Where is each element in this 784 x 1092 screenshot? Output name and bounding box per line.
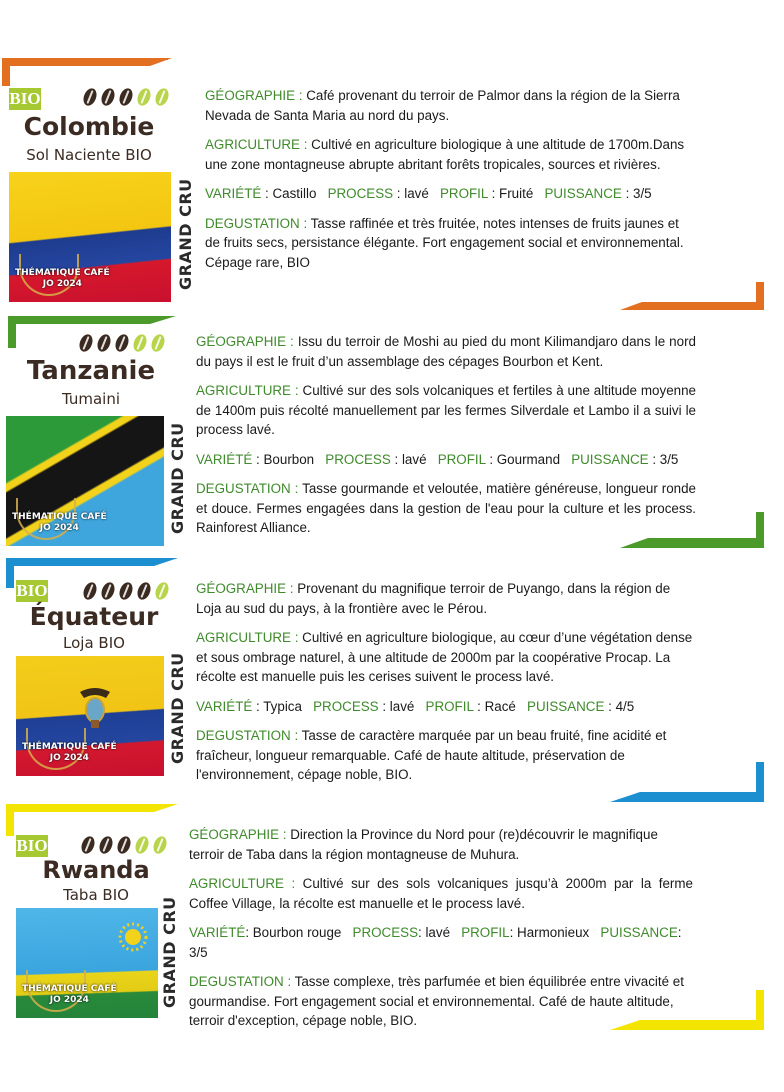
description [189,825,693,1041]
label-profil: PROFIL [437,451,486,467]
variete-value: : Bourbon rouge [245,925,342,940]
geo-text: Provenant du magnifique terroir de Puyango, dans la région de Loja au sud du pays, à la frontière avec le Pérou. [196,581,671,616]
label-agriculture: AGRICULTURE : [196,630,299,645]
puissance-value: : 3/5 [189,925,682,960]
corner-top-left [0,802,182,838]
country-name: Colombie [23,112,155,141]
label-profil: PROFIL [461,925,510,940]
label-process: PROCESS [352,925,419,940]
grand-cru-label: GRAND CRU [160,896,179,1008]
agri-text: Cultivé en agriculture biologique, au cœur d’une végétation dense et sous ombrage naturel, à une altitude de 2000m par la coopérative Procap. La récolte est manuelle puis les cerises suivent le process lavé. [196,630,693,684]
label-degustation: DEGUSTATION : [189,974,292,989]
stamp-text: THÉMATIQUE CAFÉ JO 2024 [22,984,117,1005]
label-variete: VARIÉTÉ [205,186,262,201]
label-puissance: PUISSANCE [571,451,649,467]
label-degustation: DEGUSTATION : [196,481,299,496]
label-degustation: DEGUSTATION : [205,215,308,231]
stamp-text: THÉMATIQUE CAFÉ JO 2024 [15,268,110,289]
country-name: Rwanda [42,856,150,884]
process-value: : lavé [394,451,427,467]
profil-value: : Fruité [491,186,534,201]
puissance-value: : 3/5 [652,451,679,467]
process-value: : lavé [382,698,415,714]
label-agriculture: AGRICULTURE : [205,137,308,152]
label-geographie: GÉOGRAPHIE : [205,88,303,103]
label-geographie: GÉOGRAPHIE : [196,581,294,596]
degust-text: Tasse complexe, très parfumée et bien équilibrée entre vivacité et gourmandise. Fort engagement social et environnemental. Café de haute altitude, terroir d'exception, cépage noble, BIO. [189,974,684,1028]
agri-text: Cultivé sur des sols volcaniques jusqu’à 2000m par la ferme Coffee Village, la récolte est manuelle et le process lavé. [189,876,693,911]
bean-icon [97,834,115,855]
label-variete: VARIÉTÉ [196,698,253,714]
label-puissance: PUISSANCE [544,186,622,201]
agri-text: Cultivé sur des sols volcaniques et fertiles à une altitude moyenne de 1400m puis récolté manuellement par les fermes Silverdale et Lambo il a suivi le process lavé. [196,383,696,437]
sun-icon [118,922,148,952]
variete-value: : Castillo [265,186,317,201]
coffee-subname: Loja BIO [63,634,125,652]
label-process: PROCESS [313,698,379,714]
process-value: : lavé [418,925,451,940]
intensity-beans [82,836,166,854]
coffee-subname: Sol Naciente BIO [26,146,152,164]
agri-text: Cultivé en agriculture biologique à une altitude de 1700m.Dans une zone montagneuse abrupte abritant forêts tropicales, sources et rivières. [205,137,685,172]
profil-value: : Gourmand [489,451,561,467]
bean-icon [115,834,133,855]
degust-text: Tasse raffinée et très fruitée, notes intenses de fruits jaunes et de fruits secs, persistance élégante. Fort engagement social et environnemental. Cépage rare, BIO [205,215,684,270]
stamp-text: THÉMATIQUE CAFÉ JO 2024 [12,512,107,533]
bean-icon [79,834,97,855]
label-variete: VARIÉTÉ [189,925,246,940]
label-puissance: PUISSANCE [600,925,678,940]
label-puissance: PUISSANCE [527,698,605,714]
bio-badge: BIO [16,581,48,600]
flag-image [16,908,158,1018]
label-profil: PROFIL [425,698,474,714]
label-agriculture: AGRICULTURE : [189,876,296,891]
degust-text: Tasse de caractère marquée par un beau fruité, fine acidité et fraîcheur, longueur remarquable. Café de haute altitude, préservation de l'environnement, cépage noble, BIO. [196,728,667,782]
process-value: : lavé [396,186,429,201]
bio-badge: BIO [9,89,41,108]
stamp-text: THÉMATIQUE CAFÉ JO 2024 [22,742,117,763]
bean-icon [133,834,151,855]
geo-text: Issu du terroir de Moshi au pied du mont Kilimandjaro dans le nord du pays il est le fruit d’un assemblage des cépages Bourbon et Kent. [196,334,696,369]
grand-cru-label: GRAND CRU [168,652,187,764]
geo-text: Direction la Province du Nord pour (re)découvrir le magnifique terroir de Taba dans la région montagneuse de Muhura. [189,827,658,862]
country-name: Tanzanie [26,356,156,386]
label-geographie: GÉOGRAPHIE : [196,334,294,349]
puissance-value: : 4/5 [608,698,635,714]
coffee-subname: Tumaini [61,390,121,408]
variete-value: : Bourbon [256,451,315,467]
label-process: PROCESS [327,186,394,201]
variete-value: : Typica [256,698,302,714]
label-degustation: DEGUSTATION : [196,728,299,743]
profil-value: : Harmonieux [509,925,590,940]
label-profil: PROFIL [439,186,488,201]
degust-text: Tasse gourmande et veloutée, matière généreuse, longueur ronde et douce. Fermes engagées dans la gestion de l'eau pour la culture et les process. Rainforest Alliance. [196,481,697,535]
bio-badge: BIO [16,836,48,855]
label-geographie: GÉOGRAPHIE : [189,827,287,842]
grand-cru-label: GRAND CRU [168,422,187,534]
puissance-value: : 3/5 [625,186,652,201]
label-agriculture: AGRICULTURE : [196,383,299,398]
geo-text: Café provenant du terroir de Palmor dans la région de la Sierra Nevada de Santa Maria au nord du pays. [205,88,680,123]
coffee-subname: Taba BIO [63,886,129,904]
grand-cru-label: GRAND CRU [176,178,195,290]
label-variete: VARIÉTÉ [196,451,253,467]
country-name: Équateur [29,602,159,631]
label-process: PROCESS [325,451,391,467]
profil-value: : Racé [477,698,516,714]
